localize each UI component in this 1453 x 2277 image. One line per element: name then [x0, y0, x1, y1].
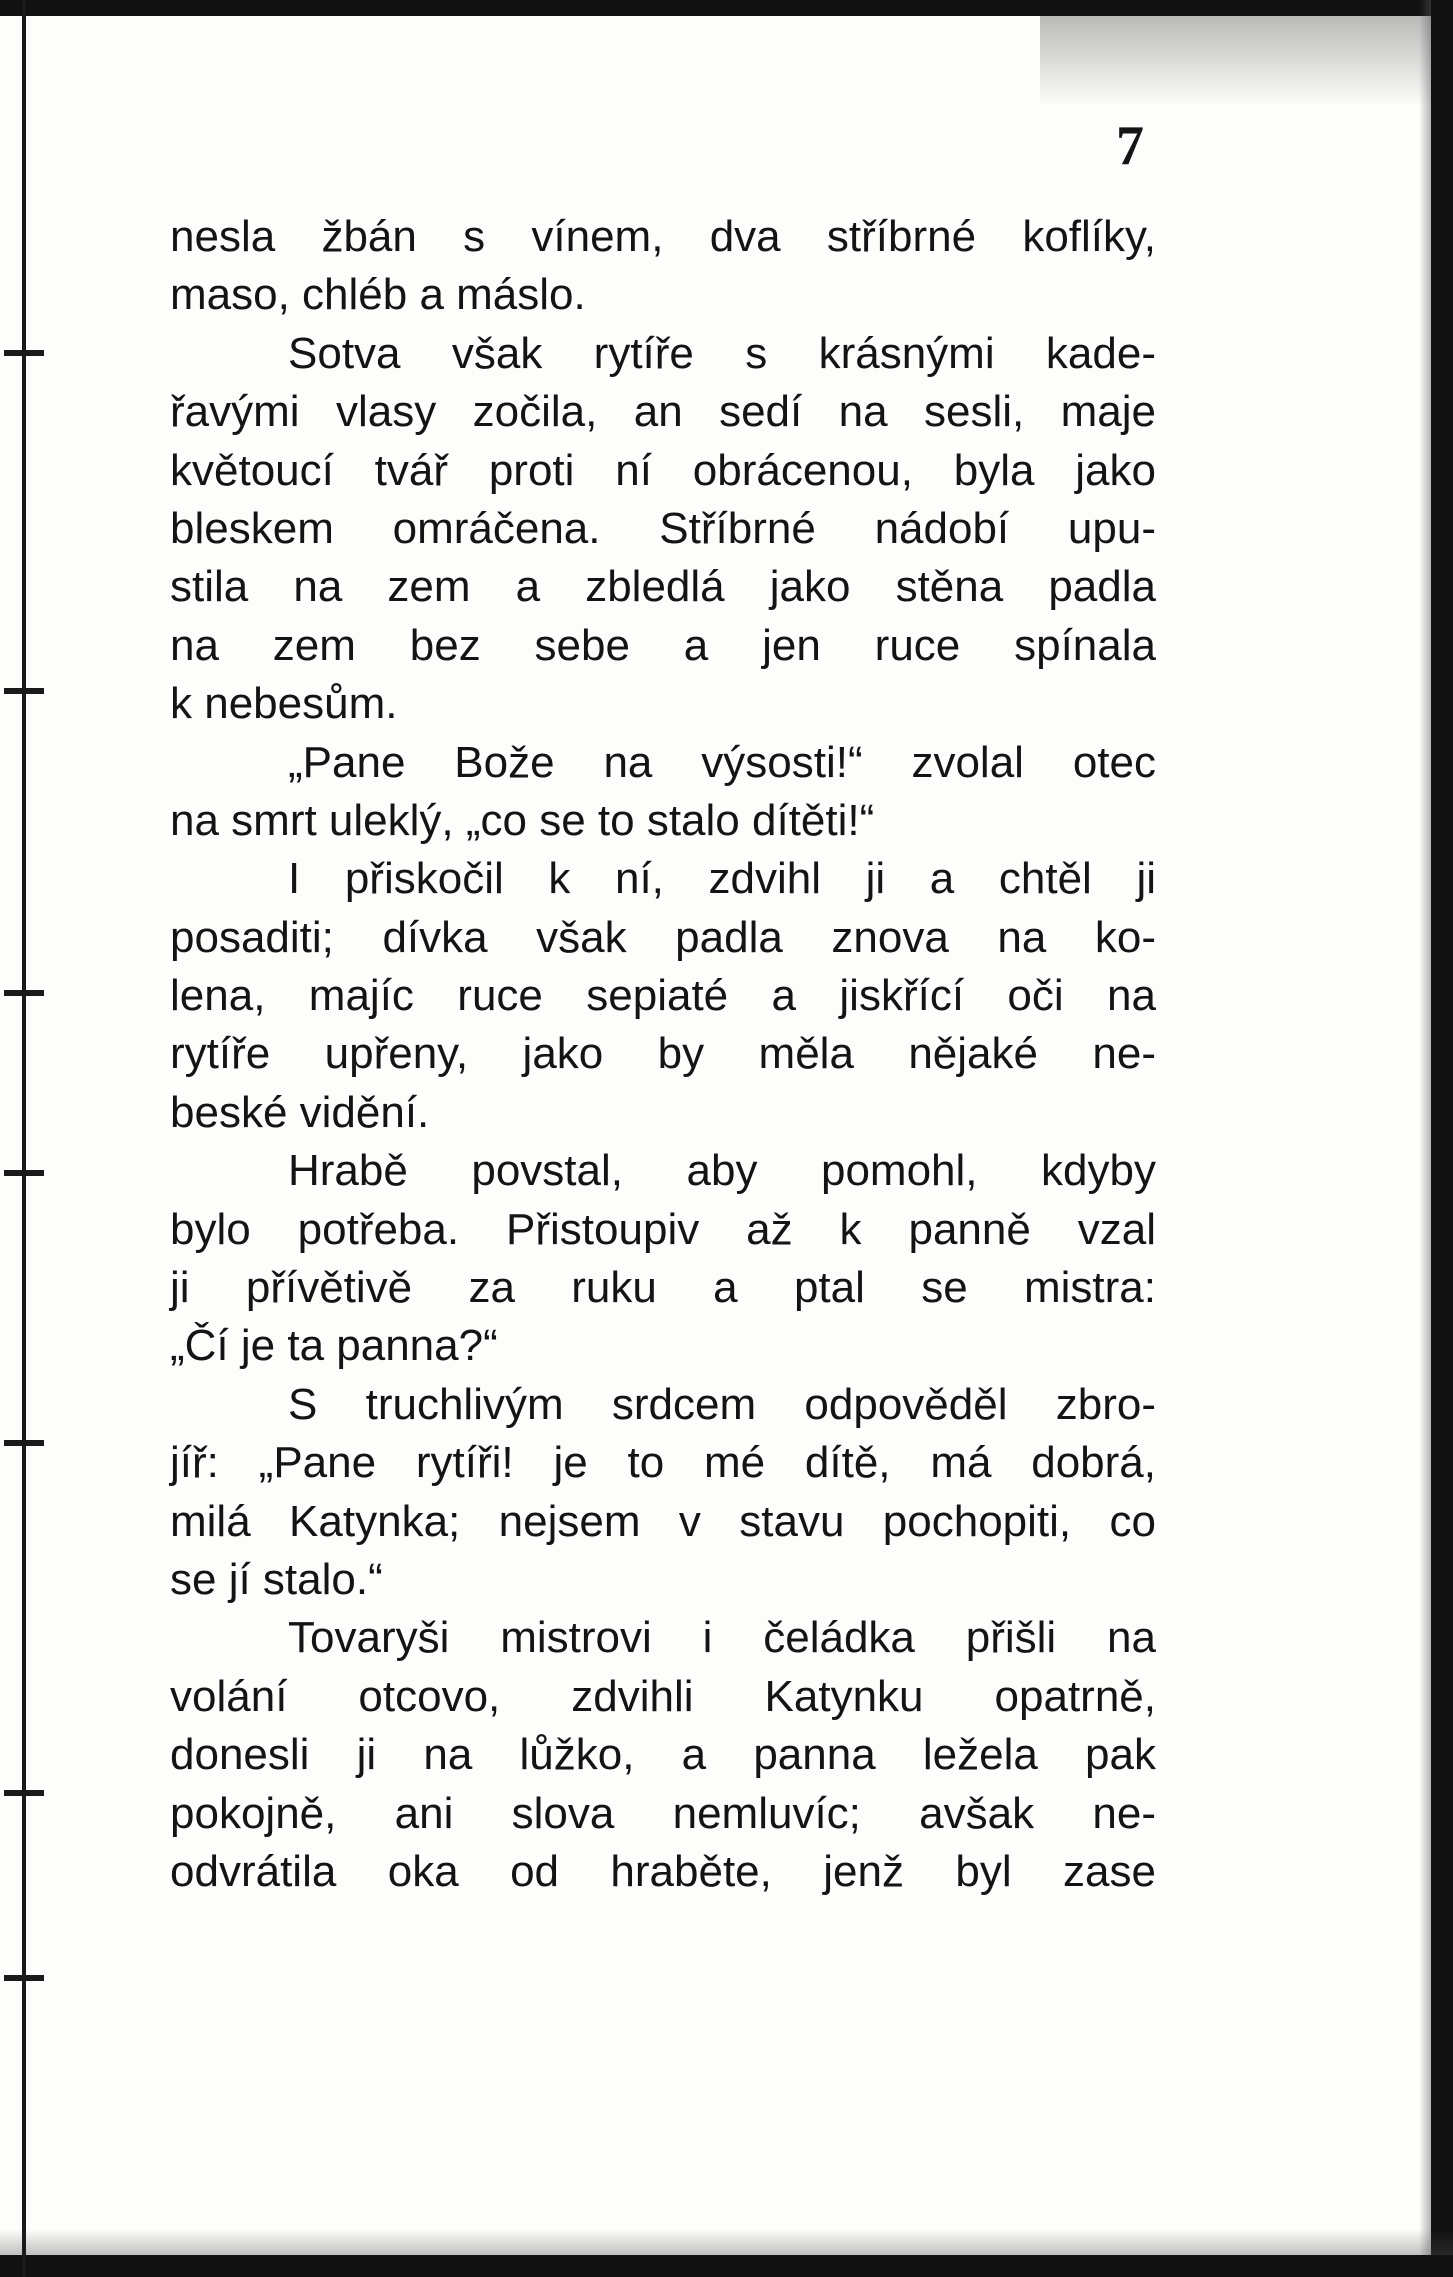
text-line: „Pane Bože na výsosti!“ zvolal otec [288, 737, 1156, 787]
binding-stitch [4, 350, 44, 356]
text-line: jíř: „Pane rytíři! je to mé dítě, má dobrá, [170, 1438, 1156, 1488]
text-line: pokojně, ani slova nemluvíc; avšak ne- [170, 1788, 1156, 1838]
scan-shadow-right [1419, 0, 1431, 2277]
text-line: Tovaryši mistrovi i čeládka přišli na [288, 1613, 1156, 1663]
binding-stitch [4, 1975, 44, 1981]
text-line: květoucí tvář proti ní obrácenou, byla jako [170, 445, 1156, 495]
binding-stitch [4, 1790, 44, 1796]
binding-stitch [4, 1440, 44, 1446]
binding-stitch [4, 1170, 44, 1176]
text-line: odvrátila oka od hraběte, jenž byl zase [170, 1846, 1156, 1896]
scan-shadow-top [1040, 16, 1453, 106]
text-line: posaditi; dívka však padla znova na ko- [170, 912, 1156, 962]
text-line: volání otcovo, zdvihli Katynku opatrně, [170, 1671, 1156, 1721]
text-line: řavými vlasy zočila, an sedí na sesli, maje [170, 387, 1156, 437]
binding-stitch [4, 688, 44, 694]
scan-edge-right [1431, 0, 1453, 2277]
text-line: k nebesům. [170, 679, 398, 729]
body-text [170, 208, 1156, 1901]
text-line: na smrt uleklý, „co se to stalo dítěti!“ [170, 795, 875, 845]
text-line: beské vidění. [170, 1087, 430, 1137]
text-line: S truchlivým srdcem odpověděl zbro- [288, 1379, 1156, 1429]
text-line: se jí stalo.“ [170, 1554, 383, 1604]
page-number: 7 [1116, 115, 1144, 177]
text-line: I přiskočil k ní, zdvihl ji a chtěl ji [288, 854, 1156, 904]
text-line: na zem bez sebe a jen ruce spínala [170, 620, 1156, 670]
text-line: milá Katynka; nejsem v stavu pochopiti, co [170, 1496, 1156, 1546]
text-line: donesli ji na lůžko, a panna ležela pak [170, 1730, 1156, 1780]
text-line: maso, chléb a máslo. [170, 270, 586, 320]
text-line: stila na zem a zbledlá jako stěna padla [170, 562, 1156, 612]
text-line: ji přívětivě za ruku a ptal se mistra: [170, 1263, 1156, 1313]
text-line: bylo potřeba. Přistoupiv až k panně vzal [170, 1204, 1156, 1254]
binding-thread [22, 0, 26, 2277]
text-line: Sotva však rytíře s krásnými kade- [288, 328, 1156, 378]
scan-edge-top [0, 0, 1453, 16]
text-line: „Čí je ta panna?“ [170, 1321, 498, 1371]
text-line: nesla žbán s vínem, dva stříbrné koflíky, [170, 212, 1156, 261]
text-line: bleskem omráčena. Stříbrné nádobí upu- [170, 503, 1156, 553]
binding-stitch [4, 990, 44, 996]
scan-shadow-bottom [0, 2229, 1453, 2255]
text-line: rytíře upřeny, jako by měla nějaké ne- [170, 1029, 1156, 1079]
scan-edge-bottom [0, 2255, 1453, 2277]
text-line: lena, majíc ruce sepiaté a jiskřící oči na [170, 971, 1156, 1021]
text-line: Hrabě povstal, aby pomohl, kdyby [288, 1146, 1156, 1196]
